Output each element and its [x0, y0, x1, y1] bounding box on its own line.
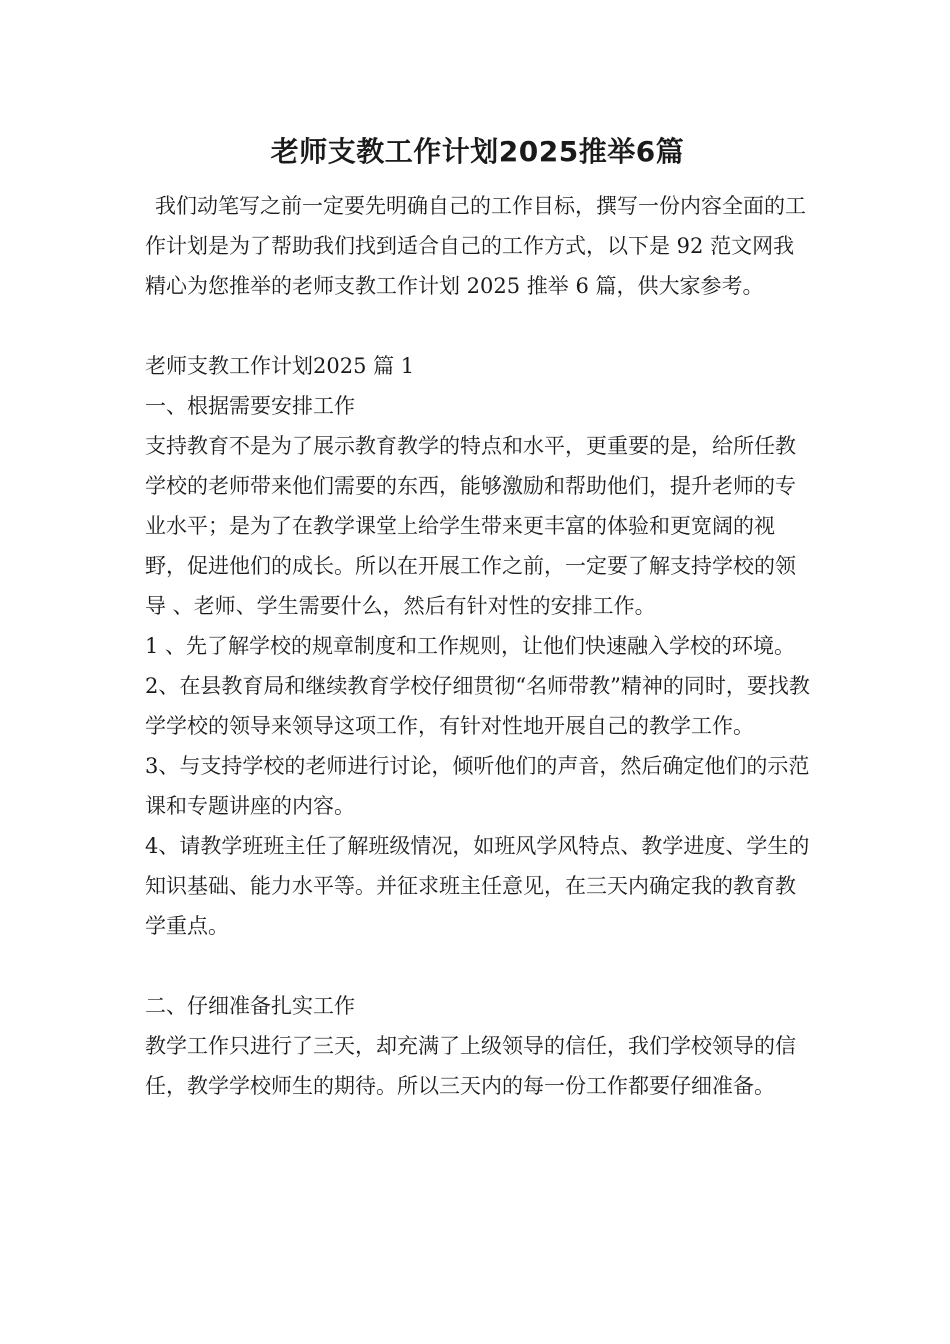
document-page — [145, 128, 810, 1106]
spacer — [145, 946, 810, 986]
list-item-2: 2、在县教育局和继续教育学校仔细贯彻“名师带教”精神的同时，要找教学学校的领导来领导这项工作，有针对性地开展自己的教学工作。 — [145, 674, 810, 738]
spacer — [145, 306, 810, 346]
list-item-4: 4、请教学班班主任了解班级情况，如班风学风特点、教学进度、学生的知识基础、能力水平等。并征求班主任意见，在三天内确定我的教育教学重点。 — [145, 834, 810, 938]
part1-body: 支持教育不是为了展示教育教学的特点和水平，更重要的是，给所任教学校的老师带来他们需要的东西，能够激励和帮助他们，提升老师的专业水平；是为了在教学课堂上给学生带来更丰富的体验和更宽阔的视野，促进他们的成长。所以在开展工作之前，一定要了解支持学校的领导 、老师、学生需要什么，然后有针对性的安排工作。 — [145, 434, 796, 618]
part2-body: 教学工作只进行了三天，却充满了上级领导的信任，我们学校领导的信任，教学学校师生的期待。所以三天内的每一份工作都要仔细准备。 — [145, 1034, 796, 1098]
intro-paragraph: 我们动笔写之前一定要先明确自己的工作目标，撰写一份内容全面的工作计划是为了帮助我们找到适合自己的工作方式，以下是 92 范文网我精心为您推举的老师支教工作计划 2025 推举 6 篇，供大家参考。 — [145, 194, 806, 298]
section-heading: 老师支教工作计划2025 篇 1 — [145, 354, 415, 378]
document-title: 老师支教工作计划2025推举6篇 — [270, 135, 685, 168]
list-item-1: 1 、先了解学校的规章制度和工作规则，让他们快速融入学校的环境。 — [145, 634, 796, 658]
list-item-3: 3、与支持学校的老师进行讨论，倾听他们的声音，然后确定他们的示范课和专题讲座的内容。 — [145, 754, 810, 818]
part2-heading: 二、仔细准备扎实工作 — [145, 994, 355, 1018]
part1-heading: 一、根据需要安排工作 — [145, 394, 355, 418]
